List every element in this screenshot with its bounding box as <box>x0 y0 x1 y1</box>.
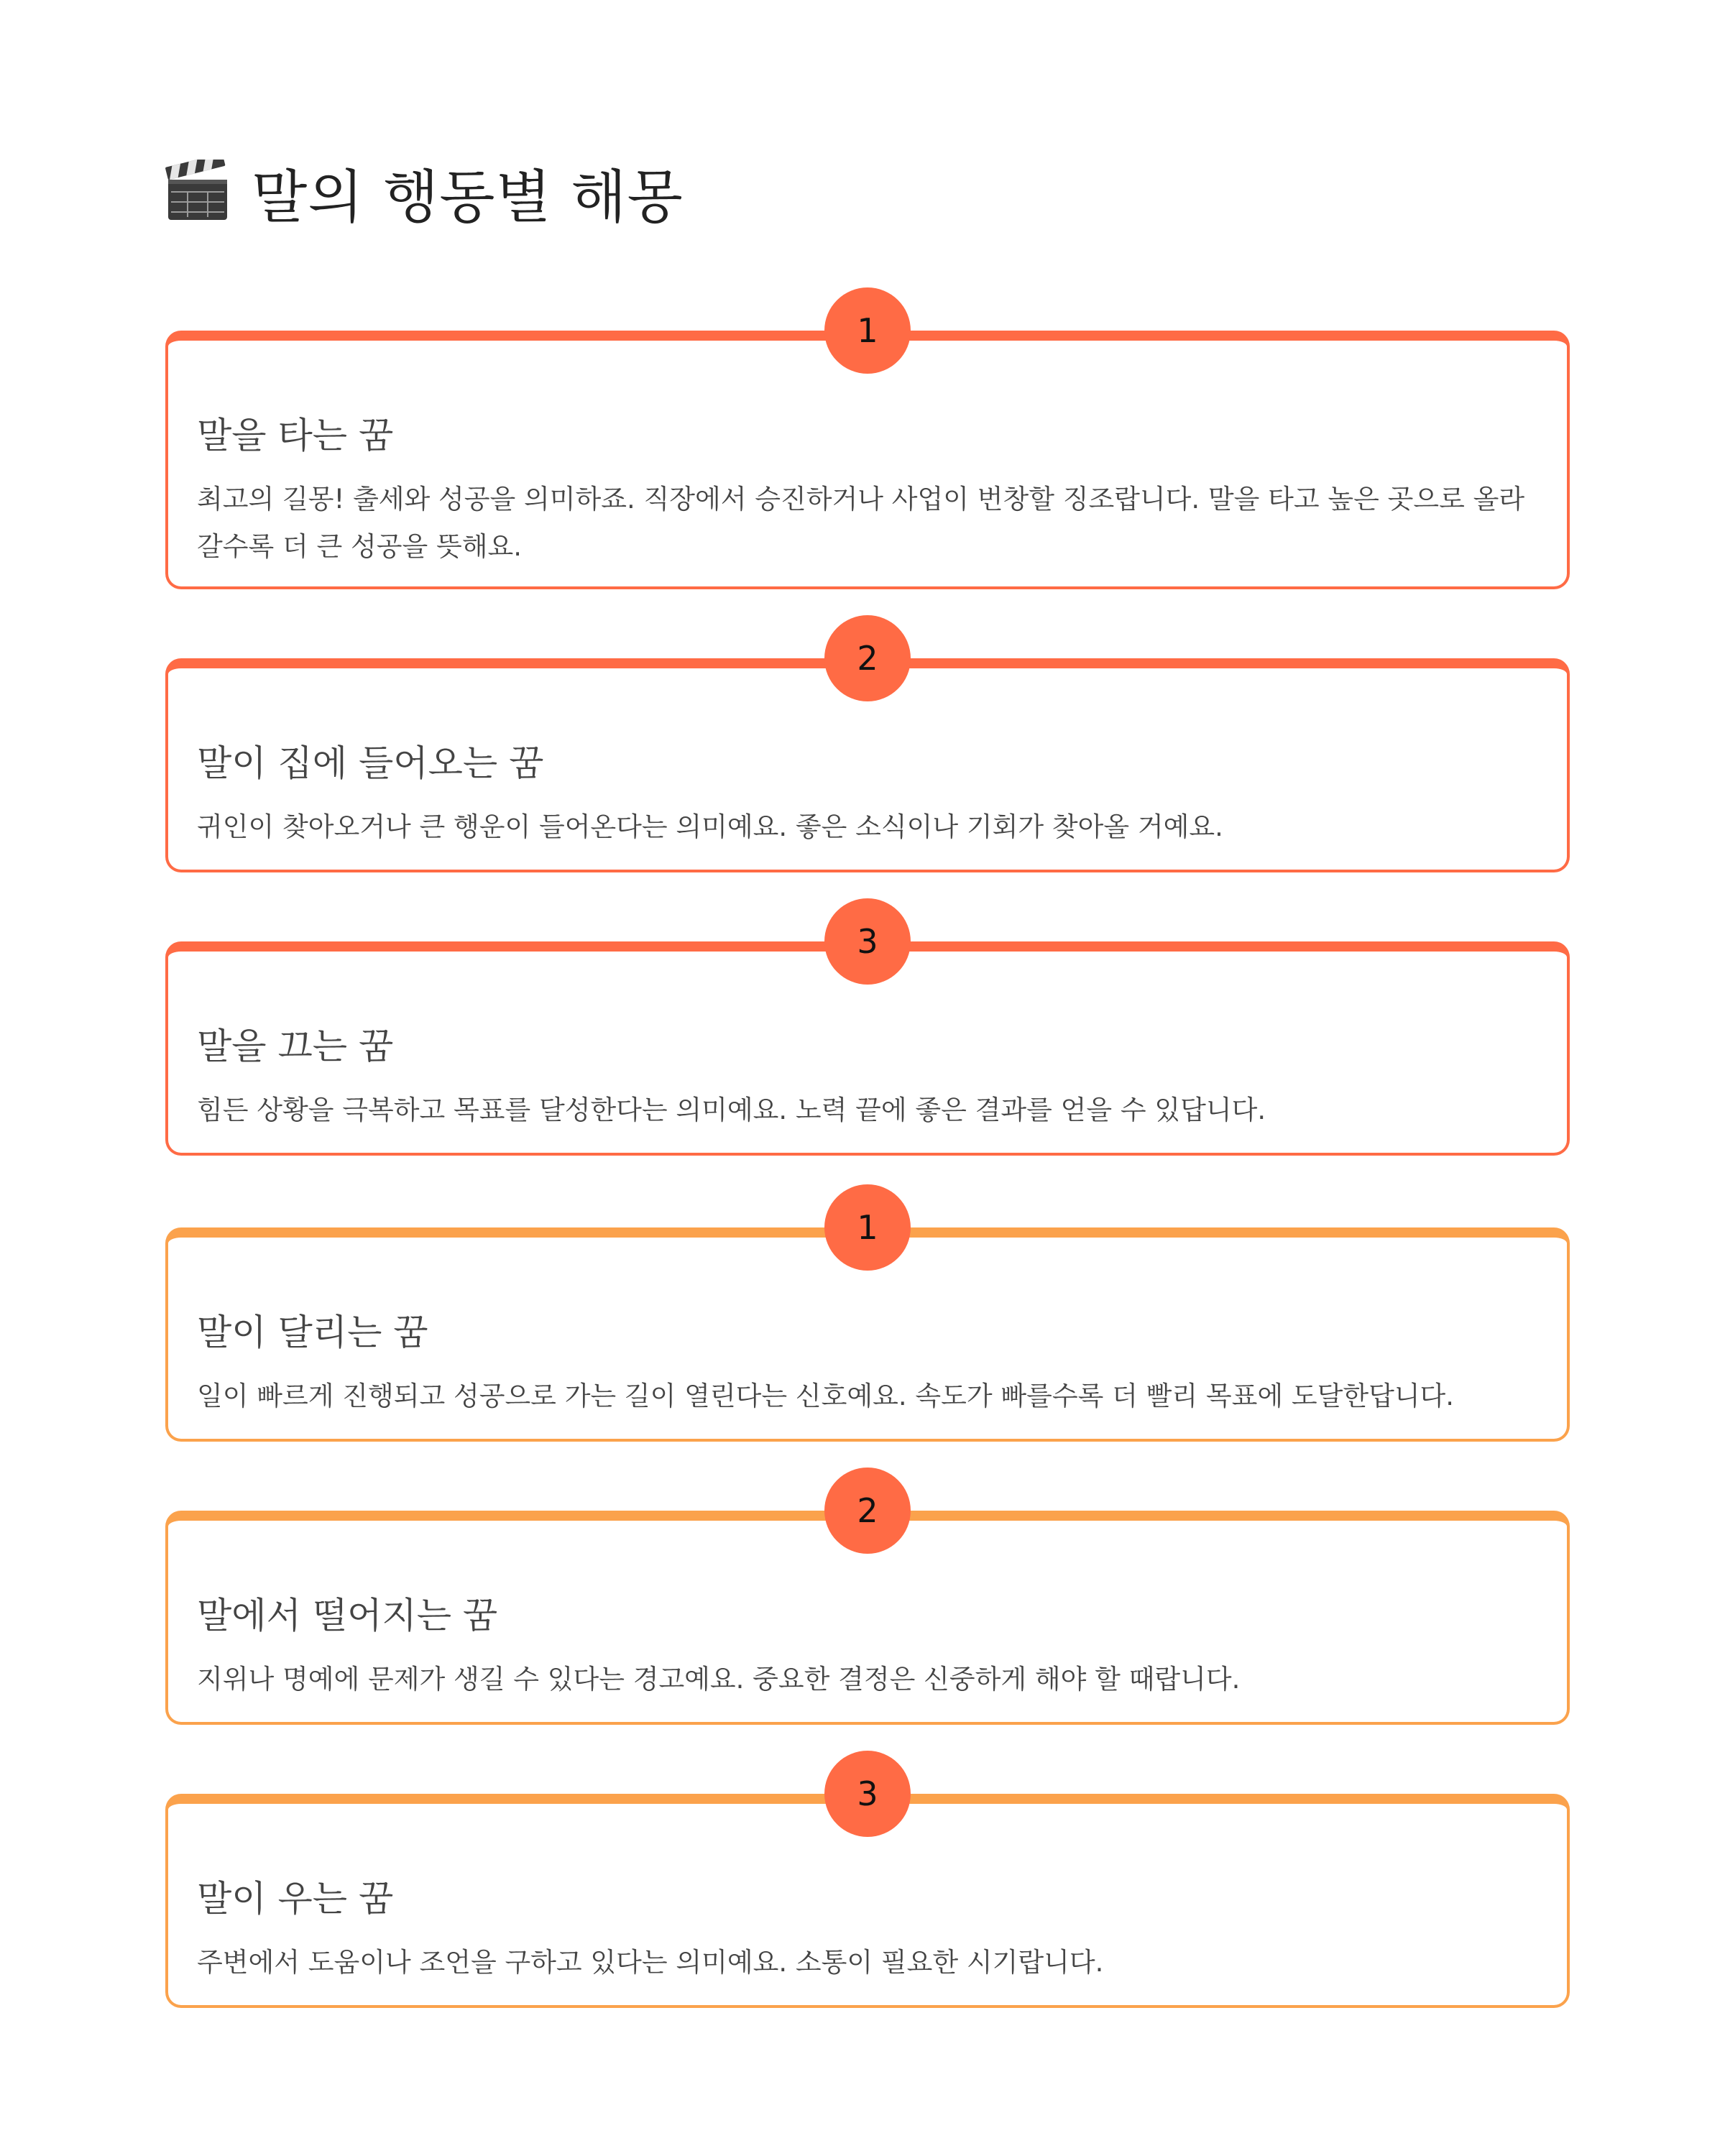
dream-card <box>165 1491 1570 1725</box>
card-title: 말이 우는 꿈 <box>197 1878 394 1920</box>
card-description: 주변에서 도움이나 조언을 구하고 있다는 의미예요. 소통이 필요한 시기랍니다. <box>197 1947 1104 1978</box>
card-title: 말에서 떨어지는 꿈 <box>197 1595 498 1636</box>
step-number-badge: 2 <box>824 615 911 701</box>
card-title: 말이 집에 들어오는 꿈 <box>197 742 544 784</box>
card-title: 말을 끄는 꿈 <box>197 1026 394 1067</box>
card-description: 지위나 명예에 문제가 생길 수 있다는 경고예요. 중요한 결정은 신중하게 해야 할 때랍니다. <box>197 1664 1241 1695</box>
step-number-badge: 1 <box>824 287 911 374</box>
clapperboard-icon <box>165 160 230 224</box>
step-number-badge: 1 <box>824 1184 911 1271</box>
page-header <box>165 152 684 231</box>
dream-card <box>165 1774 1570 2008</box>
step-number-badge: 3 <box>824 898 911 985</box>
page-title: 말의 행동별 해몽 <box>252 163 684 231</box>
step-number-badge: 3 <box>824 1751 911 1837</box>
dream-card <box>165 1208 1570 1442</box>
dream-card <box>165 311 1570 589</box>
card-description: 힘든 상황을 극복하고 목표를 달성한다는 의미예요. 노력 끝에 좋은 결과를 얻을 수 있답니다. <box>197 1095 1266 1125</box>
dream-card <box>165 639 1570 872</box>
step-number-badge: 2 <box>824 1468 911 1554</box>
card-title: 말을 타는 꿈 <box>197 415 394 456</box>
card-description: 일이 빠르게 진행되고 성공으로 가는 길이 열린다는 신호예요. 속도가 빠를수록 더 빨리 목표에 도달한답니다. <box>197 1381 1455 1411</box>
dream-card <box>165 922 1570 1156</box>
card-description: 귀인이 찾아오거나 큰 행운이 들어온다는 의미예요. 좋은 소식이나 기회가 찾아올 거예요. <box>197 811 1223 842</box>
card-description: 최고의 길몽! 출세와 성공을 의미하죠. 직장에서 승진하거나 사업이 번창할 징조랍니다. 말을 타고 높은 곳으로 올라갈수록 더 큰 성공을 뜻해요. <box>197 484 1525 562</box>
card-title: 말이 달리는 꿈 <box>197 1312 428 1353</box>
